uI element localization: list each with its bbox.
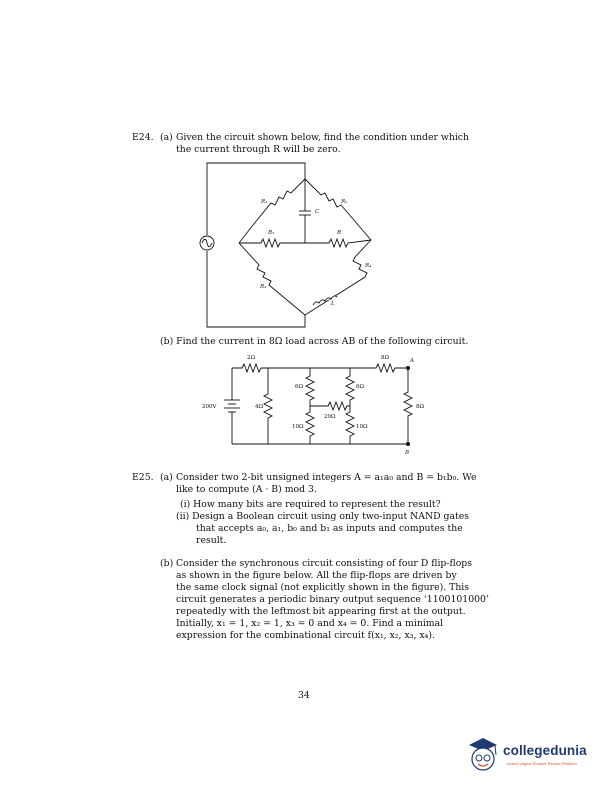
label-10ohm-left: 10Ω bbox=[292, 424, 304, 430]
e25-sub-ii-line1: (ii) Design a Boolean circuit using only two-input NAND gates bbox=[176, 511, 470, 522]
e25-part-b-line: expression for the combinational circuit f(x₁, x₂, x₃, x₄). bbox=[176, 630, 435, 641]
e25-part-b-line: the same clock signal (not explicitly shown in the figure). This bbox=[176, 582, 470, 593]
e25-part-b-line: Consider the synchronous circuit consisting of four D flip-flops bbox=[176, 558, 473, 569]
e25-part-b-line: repeatedly with the leftmost bit appearing first at the output. bbox=[176, 606, 466, 617]
label-r3: R₃ bbox=[260, 284, 267, 290]
label-20ohm: 20Ω bbox=[324, 414, 336, 420]
page-number: 34 bbox=[298, 690, 310, 701]
label-2ohm: 2Ω bbox=[247, 355, 256, 361]
label-6ohm-right: 6Ω bbox=[356, 384, 365, 390]
e24-part-a-line1: Given the circuit shown below, find the condition under which bbox=[176, 132, 469, 143]
bridge-circuit-figure bbox=[195, 155, 395, 335]
e25-part-a-line2: like to compute (A · B) mod 3. bbox=[176, 484, 317, 495]
label-r: R bbox=[337, 230, 342, 236]
e24-part-a-label: (a) bbox=[160, 132, 173, 143]
label-8ohm-top: 8Ω bbox=[381, 355, 390, 361]
e25-part-a-line1: Consider two 2-bit unsigned integers A = a₁a₀ and B = b₁b₀. We bbox=[176, 472, 477, 483]
label-4ohm: 4Ω bbox=[255, 404, 264, 410]
label-r2: R₂ bbox=[341, 199, 348, 205]
label-6ohm-left: 6Ω bbox=[295, 384, 304, 390]
label-node-b: B bbox=[405, 450, 410, 456]
e25-number: E25. bbox=[132, 472, 154, 483]
label-r1: R₁ bbox=[261, 199, 268, 205]
label-r4: R₄ bbox=[365, 263, 372, 269]
label-10ohm-right: 10Ω bbox=[356, 424, 368, 430]
resistor-network-figure bbox=[200, 348, 440, 460]
e24-number: E24. bbox=[132, 132, 154, 143]
label-200v: 200V bbox=[202, 404, 217, 410]
collegedunia-logo bbox=[465, 735, 605, 785]
e25-part-b-line: circuit generates a periodic binary output sequence ‘1100101000’ bbox=[176, 594, 489, 605]
label-c: C bbox=[315, 209, 320, 215]
e25-part-b-line: Initially, x₁ = 1, x₂ = 1, x₃ = 0 and x₄ = 0. Find a minimal bbox=[176, 618, 444, 629]
logo-name: collegedunia bbox=[503, 743, 587, 758]
logo-mascot-icon bbox=[465, 735, 501, 775]
e24-part-b: (b) Find the current in 8Ω load across AB of the following circuit. bbox=[160, 336, 469, 347]
e24-part-a-line2: the current through R will be zero. bbox=[176, 144, 341, 155]
label-8ohm-load: 8Ω bbox=[416, 404, 425, 410]
e25-sub-ii-line3: result. bbox=[196, 535, 227, 546]
e25-part-b-label: (b) bbox=[160, 558, 174, 569]
logo-tagline: India's largest Student Review Platform bbox=[507, 761, 577, 766]
e25-part-b-line: as shown in the figure below. All the flip-flops are driven by bbox=[176, 570, 457, 581]
e25-sub-ii-line2: that accepts a₀, a₁, b₀ and b₁ as inputs and computes the bbox=[196, 523, 463, 534]
e25-part-a-label: (a) bbox=[160, 472, 173, 483]
label-node-a: A bbox=[410, 358, 414, 364]
label-r-left: R₃ bbox=[268, 230, 275, 236]
label-l: L bbox=[331, 301, 335, 307]
e25-sub-i: (i) How many bits are required to represent the result? bbox=[180, 499, 441, 510]
